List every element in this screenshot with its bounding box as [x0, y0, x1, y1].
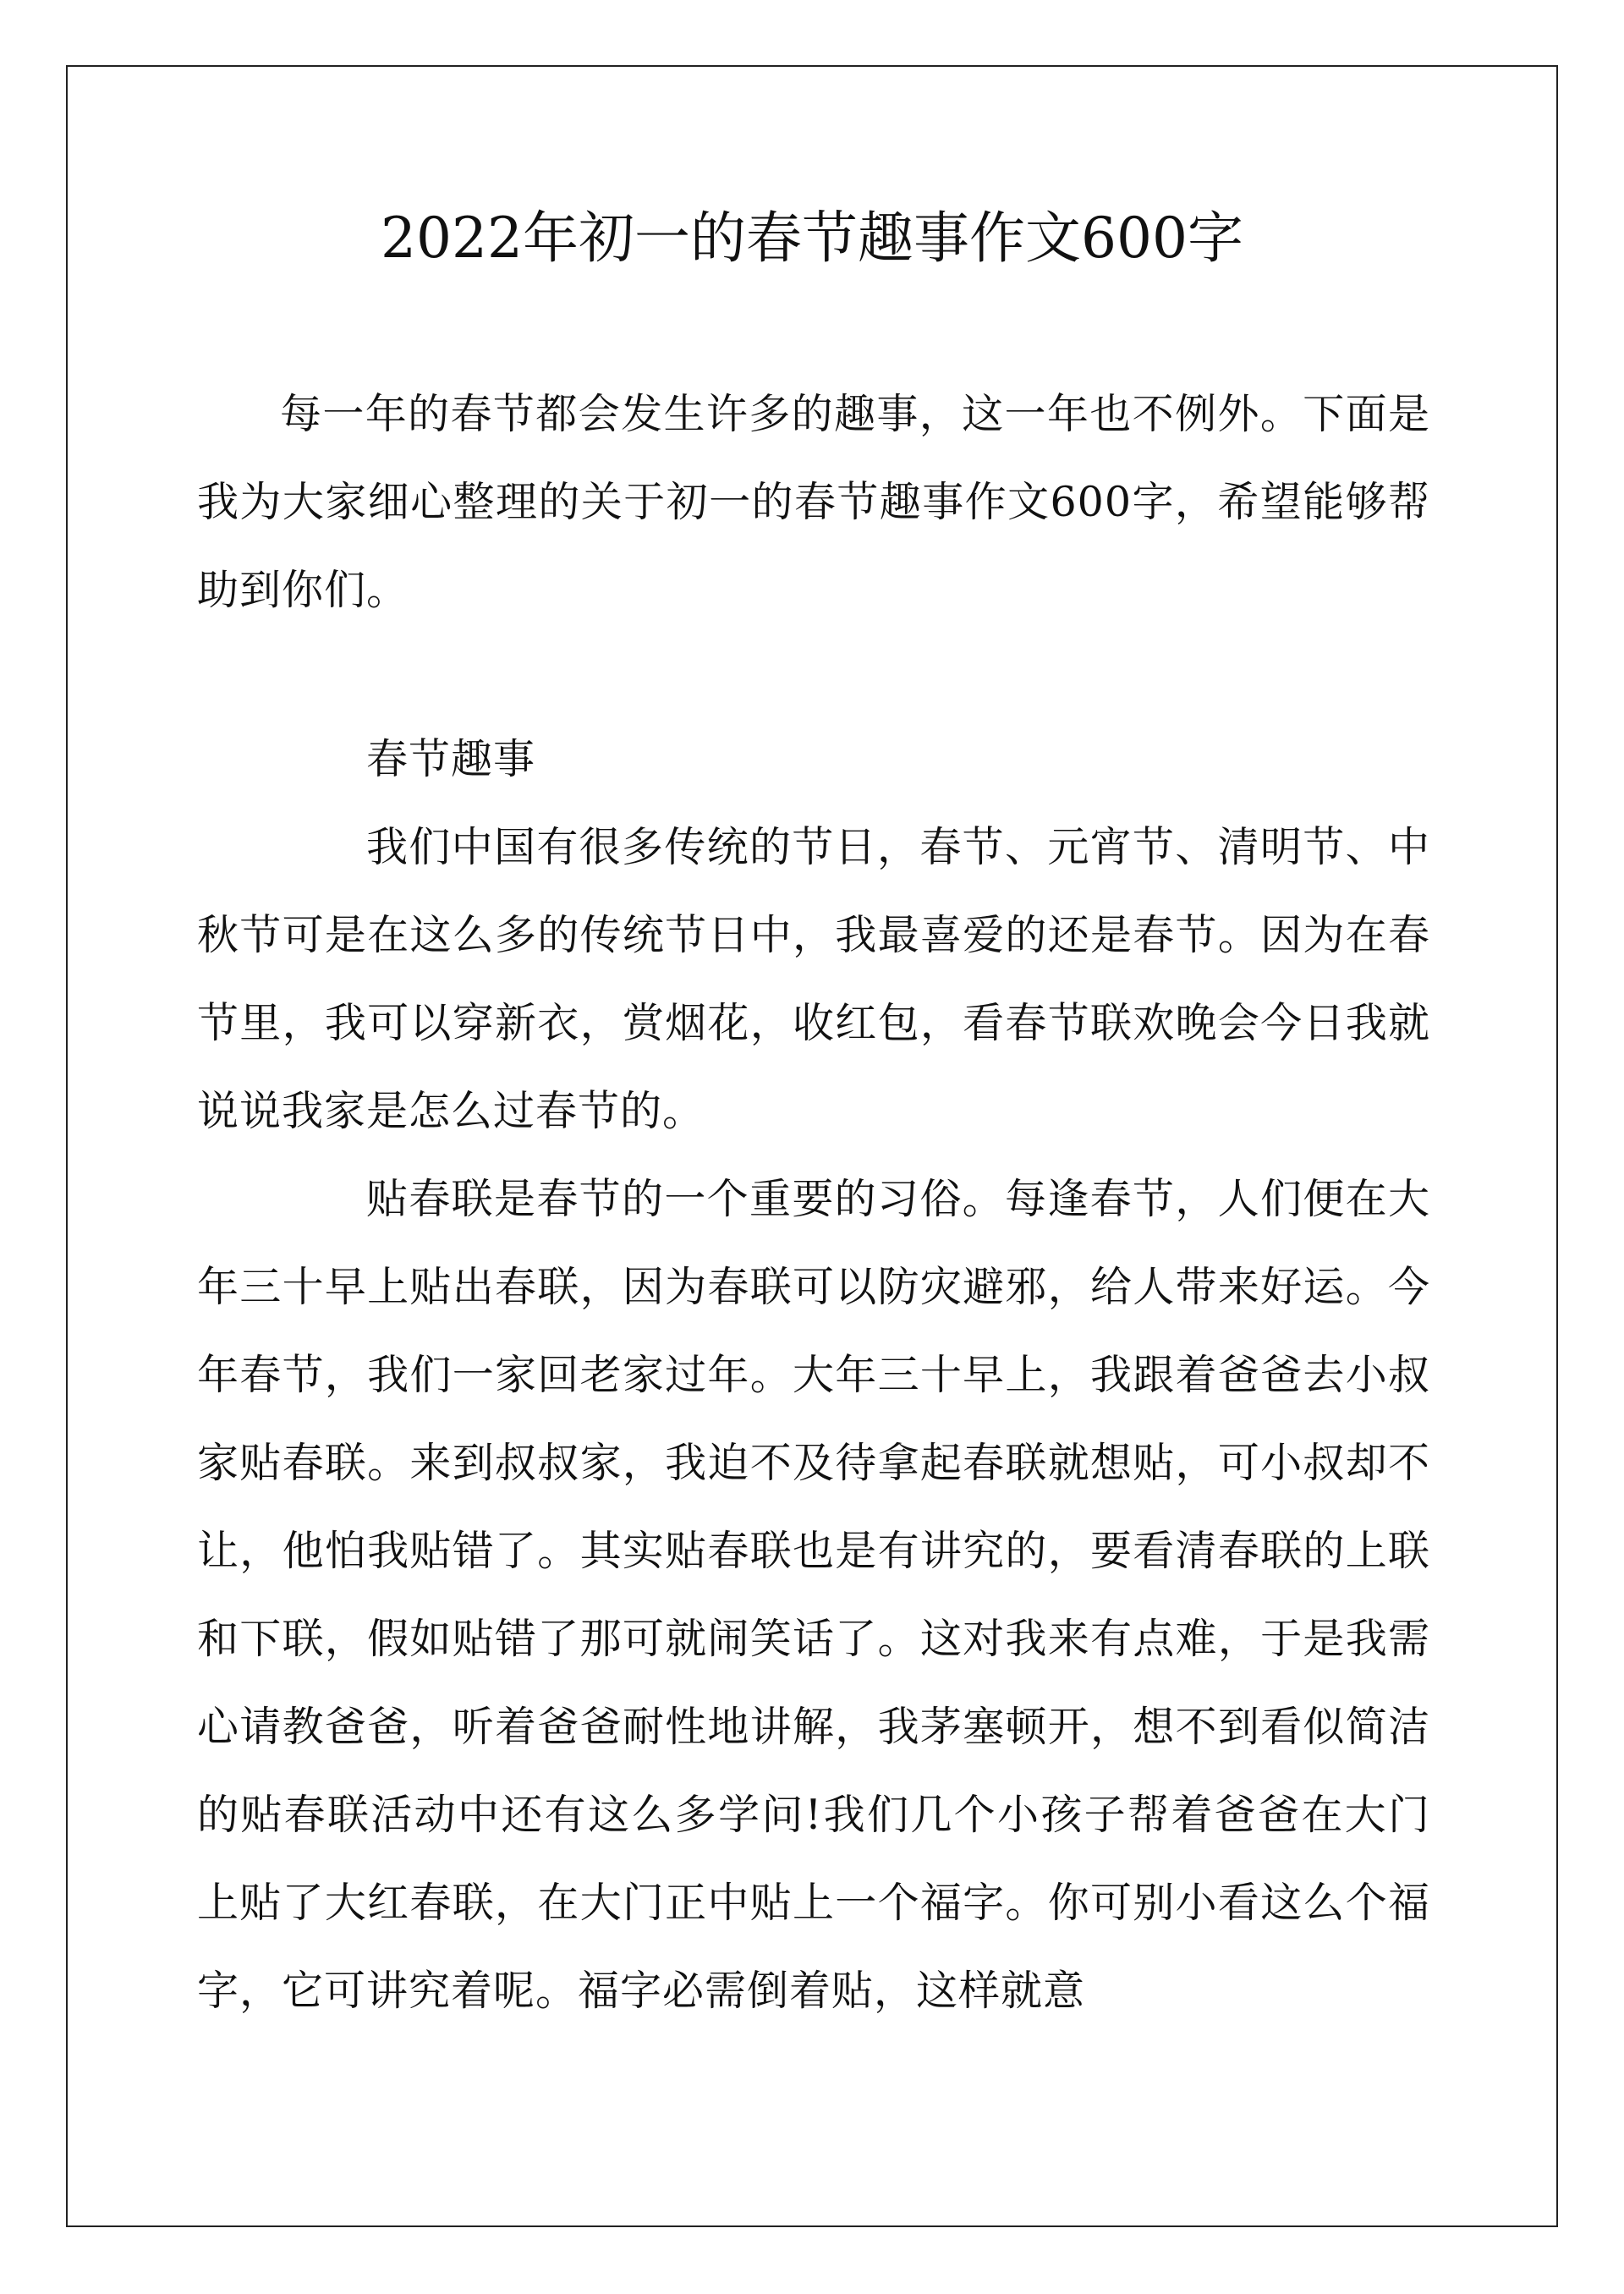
- section-heading: 春节趣事: [366, 735, 536, 783]
- body-paragraph-1: 我们中国有很多传统的节日，春节、元宵节、清明节、中秋节可是在这么多的传统节日中，我最喜爱的还是春节。因为在春节里，我可以穿新衣，赏烟花，收红包，看春节联欢晚会今日我就说说我家是怎么过春节的。: [197, 823, 1430, 1135]
- intro-paragraph: 每一年的春节都会发生许多的趣事，这一年也不例外。下面是我为大家细心整理的关于初一的春节趣事作文600字，希望能够帮助到你们。: [197, 390, 1430, 614]
- body-paragraph-2: 贴春联是春节的一个重要的习俗。每逢春节，人们便在大年三十早上贴出春联，因为春联可以防灾避邪，给人带来好运。今年春节，我们一家回老家过年。大年三十早上，我跟着爸爸去小叔家贴春联。来到叔叔家，我迫不及待拿起春联就想贴，可小叔却不让，他怕我贴错了。其实贴春联也是有讲究的，要看清春联的上联和下联，假如贴错了那可就闹笑话了。这对我来有点难，于是我需心请教爸爸，听着爸爸耐性地讲解，我茅塞顿开，想不到看似简洁的贴春联活动中还有这么多学问!我们几个小孩子帮着爸爸在大门上贴了大红春联，在大门正中贴上一个福字。你可别小看这么个福字，它可讲究着呢。福字必需倒着贴，这样就意: [197, 1175, 1430, 2015]
- document-body: [197, 370, 1430, 2035]
- document-title: 2022年初一的春节趣事作文600字: [381, 206, 1243, 271]
- paragraph-spacer: [197, 634, 1430, 716]
